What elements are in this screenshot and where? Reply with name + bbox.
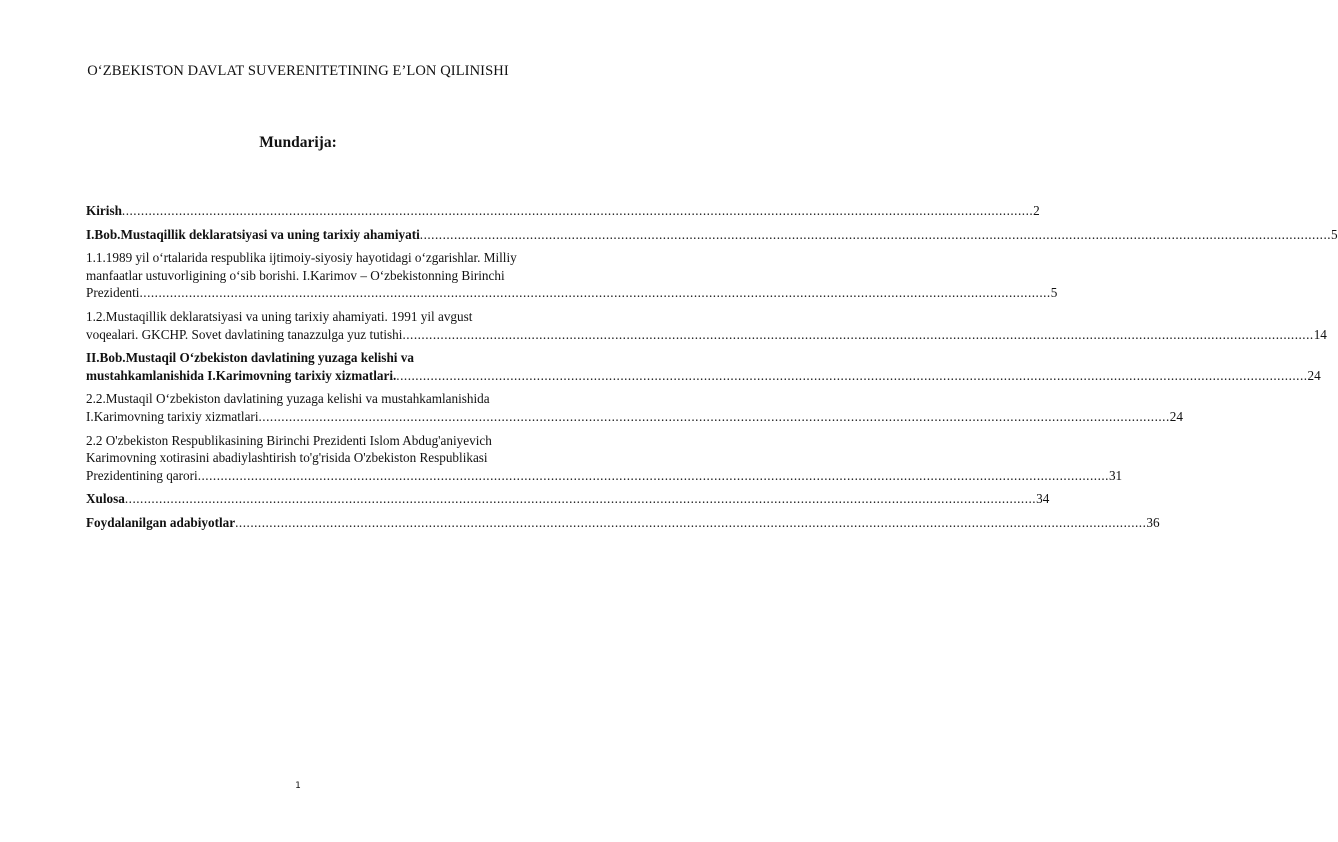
toc-entry-title: voqealari. GKCHP. Sovet davlatining tanazzulga yuz tutishi [86, 326, 403, 342]
toc-entry-last-line [86, 490, 1050, 508]
toc-entry[interactable] [86, 249, 1058, 302]
toc-entry-last-line [86, 202, 1040, 220]
toc-page-number: 34 [1036, 491, 1050, 507]
toc-page-number: 2 [1033, 203, 1040, 218]
toc-entry[interactable] [86, 202, 1040, 220]
dot-leader: ................................................................................................................................................................................................................................................ [396, 367, 1308, 383]
toc-entry-line: 2.2.Mustaqil O‘zbekiston davlatining yuzaga kelishi va mustahkamlanishida [86, 391, 490, 407]
toc-entry[interactable] [86, 226, 1338, 244]
toc-entry-line: 1.1.1989 yil o‘rtalarida respublika ijtimoiy-siyosiy hayotidagi o‘zgarishlar. Milliy [86, 250, 517, 266]
toc-entry-last-line [86, 226, 1338, 244]
toc-entry-title: Prezidenti [86, 285, 140, 301]
dot-leader: ................................................................................................................................................................................................................................................ [402, 326, 1314, 342]
toc-entry-last-line [86, 467, 1123, 485]
toc-entry-line: 1.2.Mustaqillik deklaratsiyasi va uning tarixiy ahamiyati. 1991 yil avgust [86, 308, 473, 324]
toc-entry-line: Karimovning xotirasini abadiylashtirish to'g'risida O'zbekiston Respublikasi [86, 450, 488, 466]
toc-entry[interactable] [86, 490, 1050, 508]
document-title: O‘ZBEKISTON DAVLAT SUVERENITETINING E’LON QILINISHI [87, 63, 509, 79]
toc-entry-line: manfaatlar ustuvorligining o‘sib borishi. I.Karimov – O‘zbekistonning Birinchi [86, 267, 505, 283]
toc-entry-title: Foydalanilgan adabiyotlar [86, 514, 236, 530]
toc-entry-title: I.Karimovning tarixiy xizmatlari [86, 408, 259, 424]
toc-entry-title: mustahkamlanishida I.Karimovning tarixiy xizmatlari. [86, 367, 397, 383]
toc-page-number: 5 [1331, 226, 1338, 242]
toc-page-number: 31 [1108, 467, 1123, 483]
toc-entry[interactable] [86, 432, 1123, 485]
toc-entry-line: II.Bob.Mustaqil O‘zbekiston davlatining yuzaga kelishi va [86, 350, 414, 366]
dot-leader: ................................................................................................................................................................................................................................................ [124, 491, 1037, 507]
toc-entry[interactable] [86, 308, 1327, 343]
toc-entry-line: 2.2 O'zbekiston Respublikasining Birinchi Prezidenti Islom Abdug'aniyevich [86, 432, 492, 448]
toc-page-number: 36 [1146, 514, 1160, 530]
toc-page-number: 24 [1169, 408, 1183, 424]
dot-leader: ................................................................................................................................................................................................................................................ [139, 285, 1051, 301]
toc-entry-title: I.Bob.Mustaqillik deklaratsiyasi va uning tarixiy ahamiyati [86, 226, 420, 242]
toc-page-number: 5 [1050, 285, 1058, 301]
toc-entry[interactable] [86, 390, 1183, 425]
toc-entry[interactable] [86, 349, 1321, 384]
toc-entry-last-line [86, 284, 1058, 302]
page-number: 1 [295, 781, 301, 791]
dot-leader: ................................................................................................................................................................................................................................................ [121, 203, 1034, 218]
dot-leader: ................................................................................................................................................................................................................................................ [235, 514, 1147, 530]
dot-leader: ................................................................................................................................................................................................................................................ [197, 467, 1109, 483]
toc-entry-last-line [86, 326, 1327, 344]
toc-page-number: 24 [1307, 367, 1321, 383]
toc-entry-last-line [86, 408, 1183, 426]
toc-entry-title: Prezidentining qarori [86, 467, 198, 483]
toc-heading: Mundarija: [259, 134, 337, 151]
toc-entry[interactable] [86, 514, 1160, 532]
toc-entry-title: Xulosa [86, 491, 125, 507]
toc-entry-title: Kirish [86, 203, 122, 218]
toc-entry-last-line [86, 367, 1321, 385]
dot-leader: ................................................................................................................................................................................................................................................ [258, 408, 1170, 424]
dot-leader: ................................................................................................................................................................................................................................................ [419, 226, 1332, 242]
toc-page-number: 14 [1313, 326, 1327, 342]
table-of-contents [86, 202, 1338, 538]
toc-entry-last-line [86, 514, 1160, 532]
